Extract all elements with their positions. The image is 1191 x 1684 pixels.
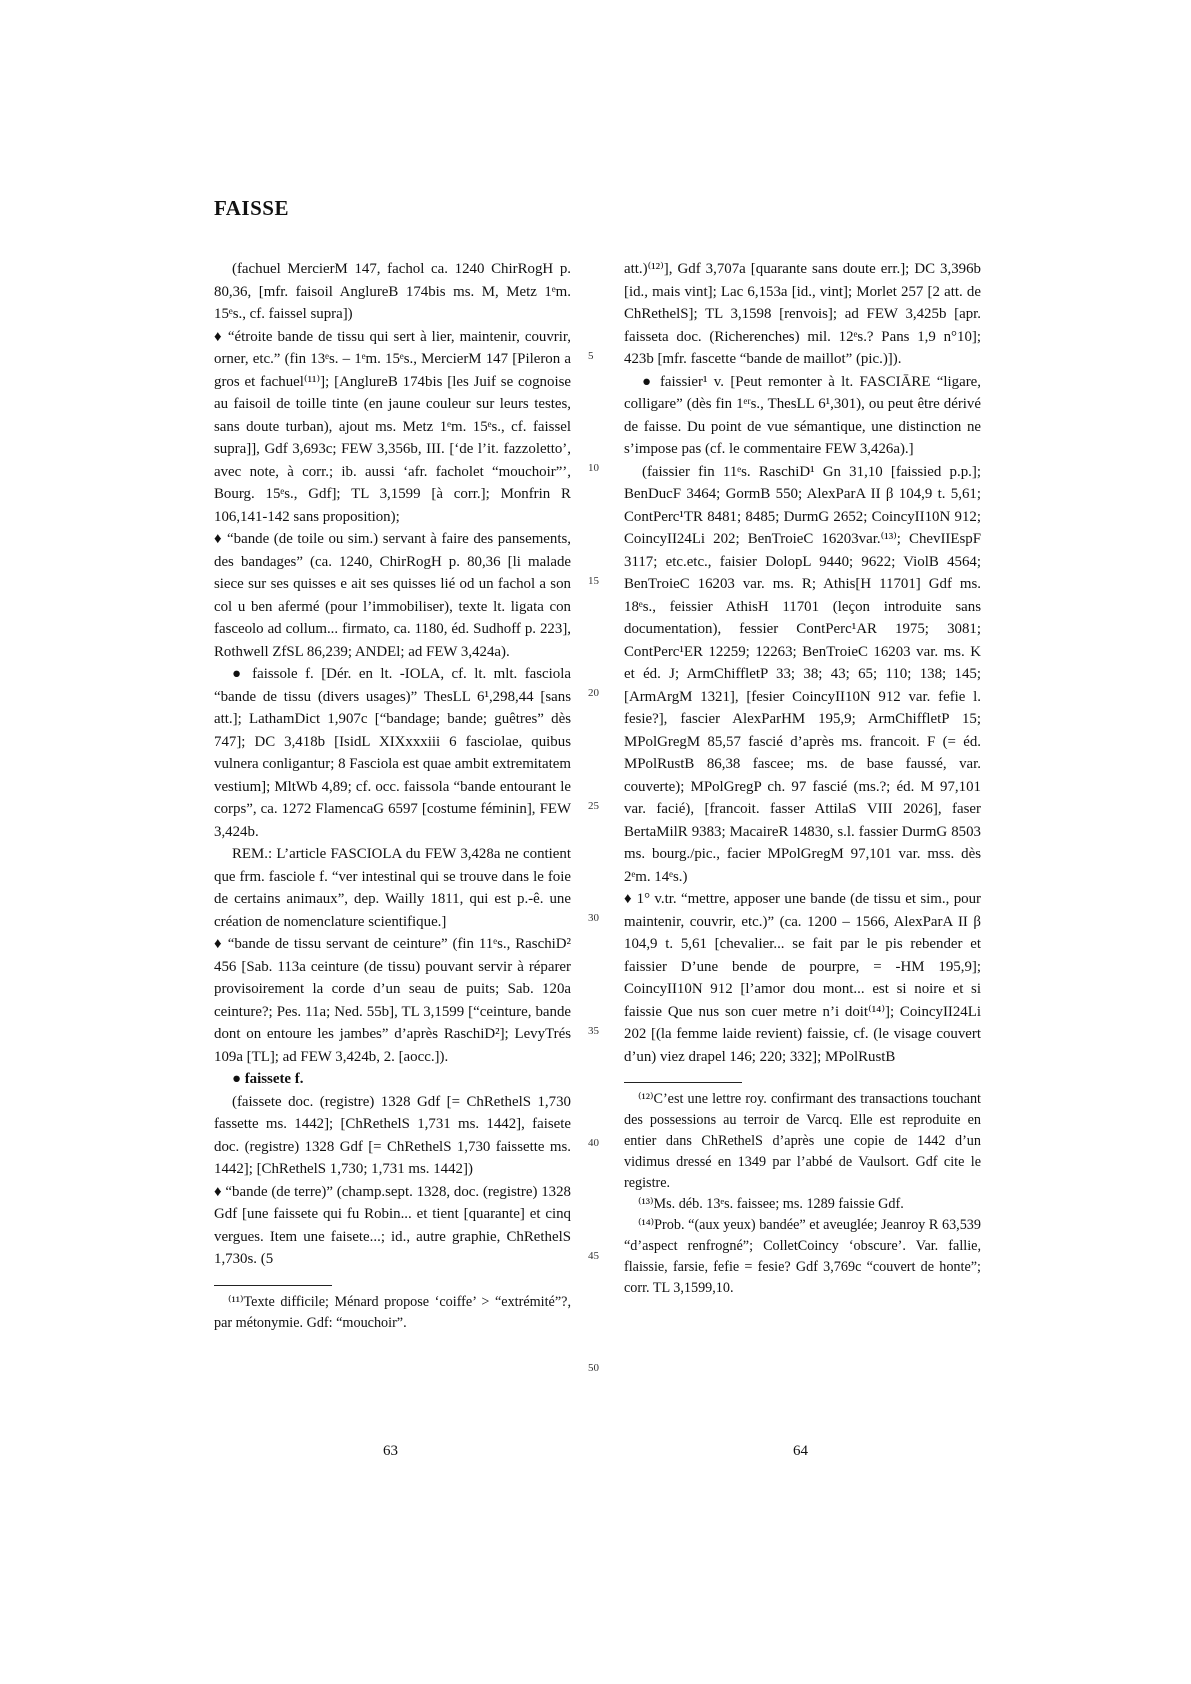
line-number: 50 <box>588 1362 599 1374</box>
paragraph: ♦ “bande de tissu servant de ceinture” (fin 11ᵉs., RaschiD² 456 [Sab. 113a ceinture (de tissu) pouvant servir à réparer provisoirement la corde d’un seau de puits; Sab. 120a ceinture?; Pes. 11a; Ned. 55b], TL 3,1599 [“ceinture, bande dont on entoure les jambes” d’après RaschiD²]; LevyTrés 109a [TL]; ad FEW 3,424b, 2. [aocc.]). <box>214 936 571 1065</box>
paragraph: ♦ “étroite bande de tissu qui sert à lier, maintenir, couvrir, orner, etc.” (fin 13ᵉs. – 1ᵉm. 15ᵉs., MercierM 147 [Pileron a gros et fachuel⁽¹¹⁾]; [AnglureB 174bis [les Juif se cognoise au faisoil de toille tinte (en jaune couleur sur leurs testes, sans doute turban), ajout ms. Metz 1ᵉm. 15ᵉs., cf. faissel supra]], Gdf 3,693c; FEW 3,356b, III. [‘de l’it. fazzoletto’, avec note, à corr.; ib. aussi ‘afr. facholet “mouchoir”’, Bourg. 15ᵉs., Gdf]; TL 3,1599 [à corr.]; Monfrin R 106,141-142 sans proposition); <box>214 328 571 525</box>
footnote: ⁽¹²⁾C’est une lettre roy. confirmant des transactions touchant des possessions au terroir de Varcq. Elle est reproduite en entier dans ChRethelS d’après une copie de 1442 d’un vidimus dressé en 1349 par l’abbé de Vaulsort. Gdf cite le registre. <box>624 1091 981 1191</box>
line-number: 30 <box>588 912 599 924</box>
page-title: FAISSE <box>214 196 289 220</box>
line-number: 15 <box>588 575 599 587</box>
paragraph: ♦ “bande (de terre)” (champ.sept. 1328, doc. (registre) 1328 Gdf [une faissete qui fu Robin... et tient [quarante] et cinq vergues. Item une faisete...; id., autre graphie, ChRethelS 1,730s. (5 <box>214 1183 571 1267</box>
line-number: 25 <box>588 800 599 812</box>
remark-paragraph: REM.: L’article FASCIOLA du FEW 3,428a ne contient que frm. fasciole f. “ver intestinal qui se trouve dans le foie de certains animaux”, dep. Wailly 1811, qui est p.-ê. une création de nomenclature scientifique.] <box>214 846 571 930</box>
footnote: ⁽¹¹⁾Texte difficile; Ménard propose ‘coiffe’ > “extrémité”?, par métonymie. Gdf: “mouchoir”. <box>214 1293 571 1331</box>
right-column <box>624 258 981 1299</box>
headword: ● faissete f. <box>232 1071 304 1087</box>
line-number: 10 <box>588 462 599 474</box>
paragraph: (fachuel MercierM 147, fachol ca. 1240 ChirRogH p. 80,36, [mfr. faisoil AnglureB 174bis ms. M, Metz 1ᵉm. 15ᵉs., cf. faissel supra]) <box>214 261 571 322</box>
paragraph: att.)⁽¹²⁾], Gdf 3,707a [quarante sans doute err.]; DC 3,396b [id., mais vint]; Lac 6,153a [id., vint]; Morlet 257 [2 att. de ChRethelS]; TL 3,1598 [renvois]; ad FEW 3,425b [apr. faisseta doc. (Richerenches) mil. 12ᵉs.? Pans 1,9 n°10]; 423b [mfr. fascette “bande de maillot” (pic.)]). <box>624 261 981 367</box>
line-number: 35 <box>588 1025 599 1037</box>
footnote: ⁽¹⁴⁾Prob. “(aux yeux) bandée” et aveuglée; Jeanroy R 63,539 “d’aspect renfrogné”; ColletCoincy ‘obscure’. Var. fallie, flaissie, farsie, fefie = fesie? Gdf 3,769c “couvert de honte”; corr. TL 3,1599,10. <box>624 1217 981 1296</box>
left-column <box>214 258 571 1334</box>
footnote: ⁽¹³⁾Ms. déb. 13ᵉs. faissee; ms. 1289 faissie Gdf. <box>638 1196 904 1212</box>
line-number: 45 <box>588 1250 599 1262</box>
page-number-right: 64 <box>793 1443 808 1459</box>
footnote-separator <box>214 1285 332 1286</box>
line-number: 5 <box>588 350 594 362</box>
paragraph: ● faissole f. [Dér. en lt. -IOLA, cf. lt. mlt. fasciola “bande de tissu (divers usages)” ThesLL 6¹,298,44 [sans att.]; LathamDict 1,907c [“bandage; bande; guêtres” dès 747]; DC 3,418b [IsidL XIXxxxiii 6 fasciolae, quibus vulnera conligantur; 8 Fasciola est quae ambit extremitatem vestium]; MltWb 4,89; cf. occ. faissola “bande entourant le corps”, ca. 1272 FlamencaG 6597 [costume féminin], FEW 3,424b. <box>214 666 571 840</box>
line-number: 20 <box>588 687 599 699</box>
footnote-separator <box>624 1082 742 1083</box>
paragraph: ● faissier¹ v. [Peut remonter à lt. FASCIĀRE “ligare, colligare” (dès fin 1ᵉʳs., ThesLL 6¹,301), ou peut être dérivé de faisse. Du point de vue sémantique, une distinction ne s’impose pas (cf. le commentaire FEW 3,426a).] <box>624 373 981 457</box>
line-number: 40 <box>588 1137 599 1149</box>
paragraph: ♦ “bande (de toile ou sim.) servant à faire des pansements, des bandages” (ca. 1240, ChirRogH p. 80,36 [li malade siece sur ses quisses e ait ses quisses lié od un fachol a son col u ben afermé (pour l’immobiliser), texte lt. ligata con fasceolo ad collum... firmato, ca. 1180, éd. Sudhoff p. 223], Rothwell ZfSL 86,239; ANDEl; ad FEW 3,424a). <box>214 531 571 660</box>
paragraph: (faissete doc. (registre) 1328 Gdf [= ChRethelS 1,730 fassette ms. 1442]; [ChRethelS 1,731 ms. 1442], faisete doc. (registre) 1328 Gdf [= ChRethelS 1,730 faissette ms. 1442]; [ChRethelS 1,730; 1,731 ms. 1442]) <box>214 1093 571 1177</box>
paragraph: ♦ 1° v.tr. “mettre, apposer une bande (de tissu et sim., pour maintenir, couvrir, etc.)” (ca. 1200 – 1566, AlexParA II β 104,9 t. 5,61 [chevalier... se fait par le pis rebender et faissier D’une bende de pourpre, = -HM 195,9]; CoincyII10N 912 [l’amor dou mont... est si noire et si faissie Que nus son cuer metre n’i doit⁽¹⁴⁾]; CoincyII24Li 202 [(la femme laide revient) faissie, cf. (le visage couvert d’un) viez drapel 146; 220; 332]; MPolRustB <box>624 891 981 1065</box>
paragraph: (faissier fin 11ᵉs. RaschiD¹ Gn 31,10 [faissied p.p.]; BenDucF 3464; GormB 550; AlexParA II β 104,9 t. 5,61; ContPerc¹TR 8481; 8485; DurmG 2652; CoincyII10N 912; CoincyII24Li 202; BenTroieC 16203var.⁽¹³⁾; ChevIIEspF 3117; etc.etc., faisier DolopL 9440; 9622; ViolB 4564; BenTroieC 16203 var. ms. R; Athis[H 11701] Gdf ms. 18ᵉs., feissier AthisH 11701 (leçon introduite sans documentation), fessier ContPerc¹AR 1975; 3081; ContPerc¹ER 12259; 12263; BenTroieC 16203 var. ms. K et éd. J; ArmChiffletP 33; 38; 43; 65; 110; 138; 145; [ArmArgM 1321], [fesier CoincyII10N 912 var. fefie l. fesie?], fascier AlexParHM 195,9; ArmChiffletP 15; MPolGregM 85,57 fascié d’après ms. francoit. F (= éd. MPolRustB 86,38 fascee; ms. de base faussé, var. couverte); MPolGregP ch. 97 fascié (ms.?; éd. M 97,101 var. facié), [francoit. fasser AttilaS VIII 2026], faser BertaMilR 9383; MacaireR 14830, s.l. fassier DurmG 8503 ms. bourg./pic., facier MPolGregM 97,101 var. mss. dès 2ᵉm. 14ᵉs.) <box>624 463 981 885</box>
page-number-left: 63 <box>383 1443 398 1459</box>
